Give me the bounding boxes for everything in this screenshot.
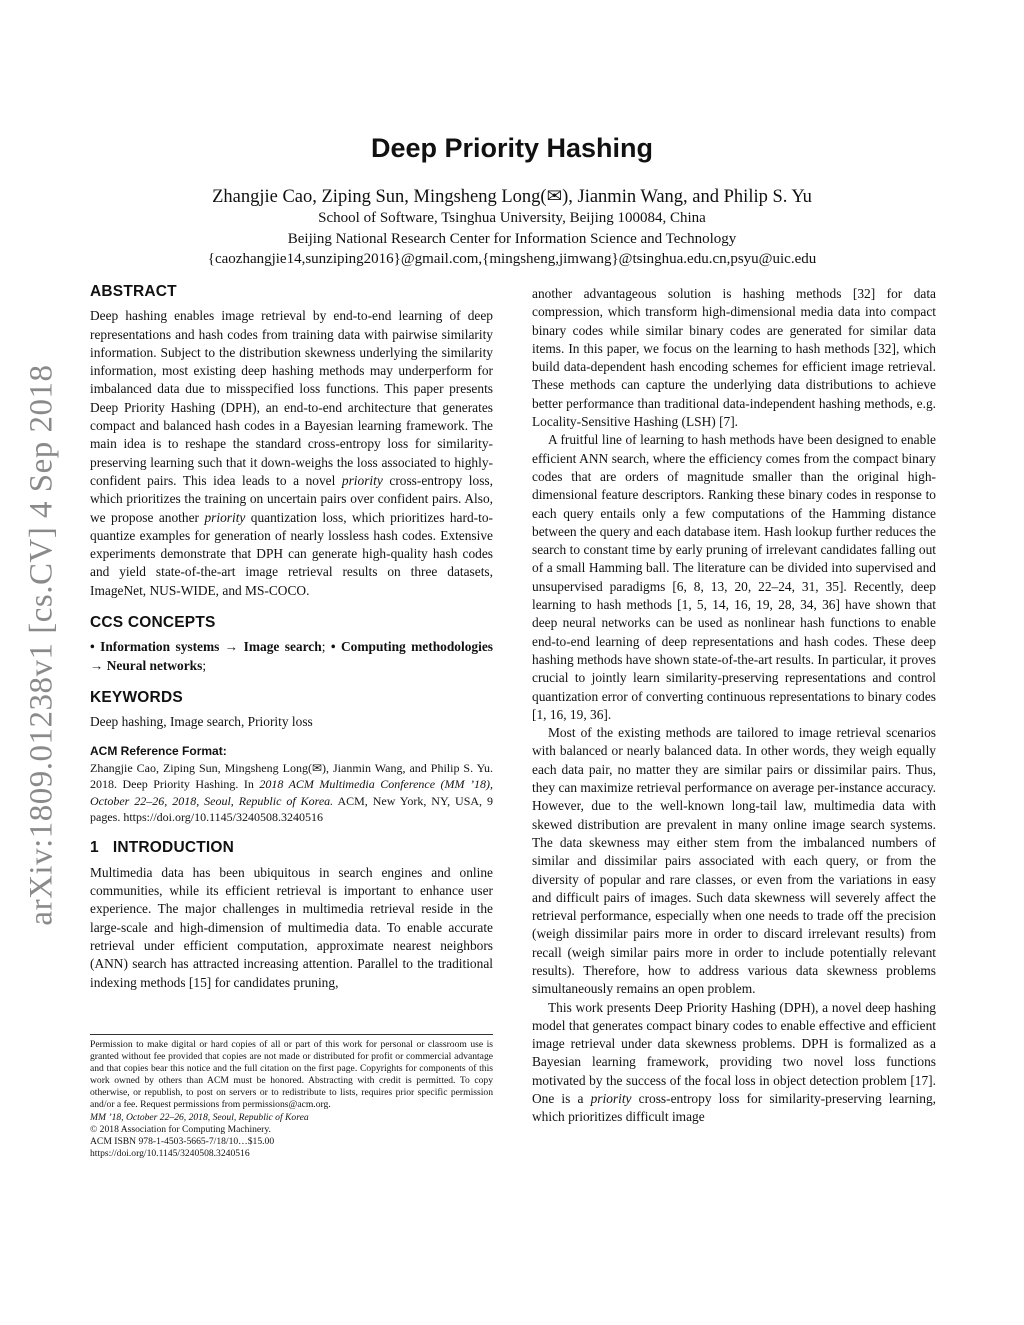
conference-info	[90, 1112, 493, 1124]
section-number: 1	[90, 839, 99, 857]
abstract-part-2: cross-entropy loss, which prioritizes the training on uncertain pairs over confident pairs. Also, we propose another	[90, 472, 493, 525]
abstract-emphasis-1: priority	[341, 472, 383, 488]
abstract-text	[90, 307, 493, 600]
affiliation-1: School of Software, Tsinghua University, Beijing 100084, China	[318, 210, 706, 226]
right-paragraph-1: another advantageous solution is hashing methods [32] for data compression, which transform high-dimensional media data into compact binary codes while similar binary codes are generated for similar data items. In this paper, we focus on the learning to hash methods [32], which build data-dependent hash encoding schemes for efficient image retrieval. These methods can capture the underlying data distributions to achieve better performance than traditional data-independent hashing methods, e.g. Locality-Sensitive Hashing (LSH) [7].	[532, 286, 936, 430]
right-column	[532, 285, 936, 1127]
keywords-text: Deep hashing, Image search, Priority loss	[90, 714, 313, 730]
ccs-end: ;	[202, 657, 207, 673]
ccs-concept-2: • Computing methodologies → Neural networks	[90, 639, 493, 673]
ccs-separator: ;	[321, 639, 331, 655]
arxiv-identifier-stamp	[20, 360, 64, 930]
abstract-part-3: quantization loss, which prioritizes hard-to-quantize examples for generation of nearly lossless hash codes. Extensive experiments demonstrate that DPH can generate high-quality hash codes and yield state-of-the-art image retrieval results on three datasets, ImageNet, NUS-WIDE, and MS-COCO.	[90, 509, 493, 598]
arxiv-id-text: arXiv:1809.01238v1 [cs.CV] 4 Sep 2018	[23, 364, 60, 926]
ccs-concepts-text	[90, 638, 493, 675]
paper-title: Deep Priority Hashing	[370, 133, 654, 163]
copyright-line: © 2018 Association for Computing Machinery.	[90, 1123, 271, 1135]
keywords-heading: KEYWORDS	[90, 688, 183, 706]
abstract-heading: ABSTRACT	[90, 283, 177, 300]
right-paragraph-4	[532, 999, 936, 1127]
affiliation-2: Beijing National Research Center for Information Science and Technology	[287, 231, 737, 247]
right-paragraph-2: A fruitful line of learning to hash methods have been designed to enable efficient ANN search, where the efficiency comes from the compact binary codes that are orders of magnitude smaller than the original high-dimensional feature descriptors. Ranking these binary codes in response to each query entails only a few computations of the Hamming distance between the query and each database item. Hash lookup further reduces the search to constant time by early pruning of irrelevant candidates falling out of a small Hamming ball. The literature can be divided into supervised and unsupervised paradigms [6, 8, 13, 20, 22–24, 31, 35]. Recently, deep learning to hash methods [1, 5, 14, 16, 19, 28, 34, 36] have shown that deep neural networks can be used as nonlinear hash functions to enable end-to-end learning of deep representations and hash codes. These deep hashing methods have shown state-of-the-art results. In particular, it proves crucial to jointly learn similarity-preserving representations and control quantization error of converting continuous representations to binary codes [1, 16, 19, 36].	[532, 432, 936, 722]
acm-reference-venue: 2018 ACM Multimedia Conference (MM ’18), October 22–26, 2018, Seoul, Republic of Korea.	[90, 777, 493, 808]
section-title: INTRODUCTION	[112, 839, 235, 857]
author-list: Zhangjie Cao, Ziping Sun, Mingsheng Long(✉), Jianmin Wang, and Philip S. Yu	[212, 187, 812, 207]
acm-reference-part-1: Zhangjie Cao, Ziping Sun, Mingsheng Long(✉), Jianmin Wang, and Philip S. Yu. 2018. Deep Priority Hashing. In	[90, 760, 493, 792]
abstract-part-1: Deep hashing enables image retrieval by end-to-end learning of deep representations and hash codes from training data with pairwise similarity information. Subject to the distribution skewness underlying the similarity information, most existing deep hashing methods may underperform for imbalanced data due to misspecified loss functions. This paper presents Deep Priority Hashing (DPH), an end-to-end architecture that generates compact and balanced hash codes in a Bayesian learning framework. The main idea is to reshape the standard cross-entropy loss for similarity-preserving learning such that it down-weighs the loss associated to highly-confident pairs. This idea leads to a novel	[90, 308, 493, 488]
author-emails: {caozhangjie14,sunziping2016}@gmail.com,{mingsheng,jimwang}@tsinghua.edu.cn,psyu@uic.edu	[207, 251, 817, 267]
doi-link[interactable]: https://doi.org/10.1145/3240508.3240516	[90, 1147, 250, 1159]
conference-name: MM ’18, October 22–26, 2018, Seoul, Republic of Korea	[90, 1111, 309, 1123]
acm-reference-text	[90, 760, 493, 826]
right-paragraph-3: Most of the existing methods are tailored to image retrieval scenarios with balanced or nearly balanced data. In other words, they weigh equally each data pair, no matter they are similar pairs or dissimilar pairs. Thus, they can maximize retrieval performance on average per-instance accuracy. However, due to the well-known long-tail law, multimedia data with skewed distribution are prevalent in many online image search systems. The data skewness may either stem from the imbalanced numbers of similar and dissimilar pairs associated with each query, or from the diversity of popular and rare classes, or even from the variations in easy and difficult pairs of images. Such data skewness will severely affect the retrieval performance, especially when one needs to trade off the precision (weigh dissimilar pairs more in order to discard irrelevant results) from recall (weigh similar pairs more in order to include potentially relevant results). Therefore, how to address various data skewness problems simultaneously remains an open problem.	[532, 725, 936, 997]
acm-reference-part-2: ACM, New York, NY, USA, 9 pages. https://doi.org/10.1145/3240508.3240516	[90, 793, 493, 825]
introduction-heading	[90, 839, 493, 857]
isbn-line: ACM ISBN 978-1-4503-5665-7/18/10…$15.00	[90, 1135, 275, 1147]
right-paragraph-4-emphasis: priority	[590, 1091, 632, 1107]
right-paragraph-4-part-1: This work presents Deep Priority Hashing (DPH), a novel deep hashing model that generates compact binary codes to enable effective and efficient image retrieval under data skewness problems. DPH is formalized as a Bayesian learning framework, providing two novel loss functions motivated by the success of the focal loss in object detection problem [17]. One is a	[532, 999, 936, 1107]
permission-footnote	[90, 1034, 493, 1160]
abstract-emphasis-2: priority	[204, 509, 246, 525]
introduction-paragraph-1: Multimedia data has been ubiquitous in search engines and online communities, while its efficient retrieval is important to enhance user experience. The major challenges in multimedia retrieval reside in the large-scale and high-dimension of multimedia data. To enable accurate retrieval under efficient computation, approximate nearest neighbors (ANN) search has attracted increasing attention. Parallel to the traditional indexing methods [15] for candidates pruning,	[90, 864, 493, 990]
acm-reference-heading: ACM Reference Format:	[90, 743, 227, 758]
permission-text: Permission to make digital or hard copies of all or part of this work for personal or classroom use is granted without fee provided that copies are not made or distributed for profit or commercial advantage and that copies bear this notice and the full citation on the first page. Copyrights for components of this work owned by others than ACM must be honored. Abstracting with credit is permitted. To copy otherwise, or republish, to post on servers or to redistribute to lists, requires prior specific permission and/or a fee. Request permissions from permissions@acm.org.	[90, 1039, 493, 1111]
right-paragraph-4-part-2: cross-entropy loss for similarity-preserving learning, which prioritizes difficult image	[532, 1091, 936, 1125]
left-column	[90, 283, 493, 992]
ccs-concept-1: • Information systems → Image search	[90, 639, 322, 655]
ccs-concepts-heading: CCS CONCEPTS	[90, 614, 216, 632]
